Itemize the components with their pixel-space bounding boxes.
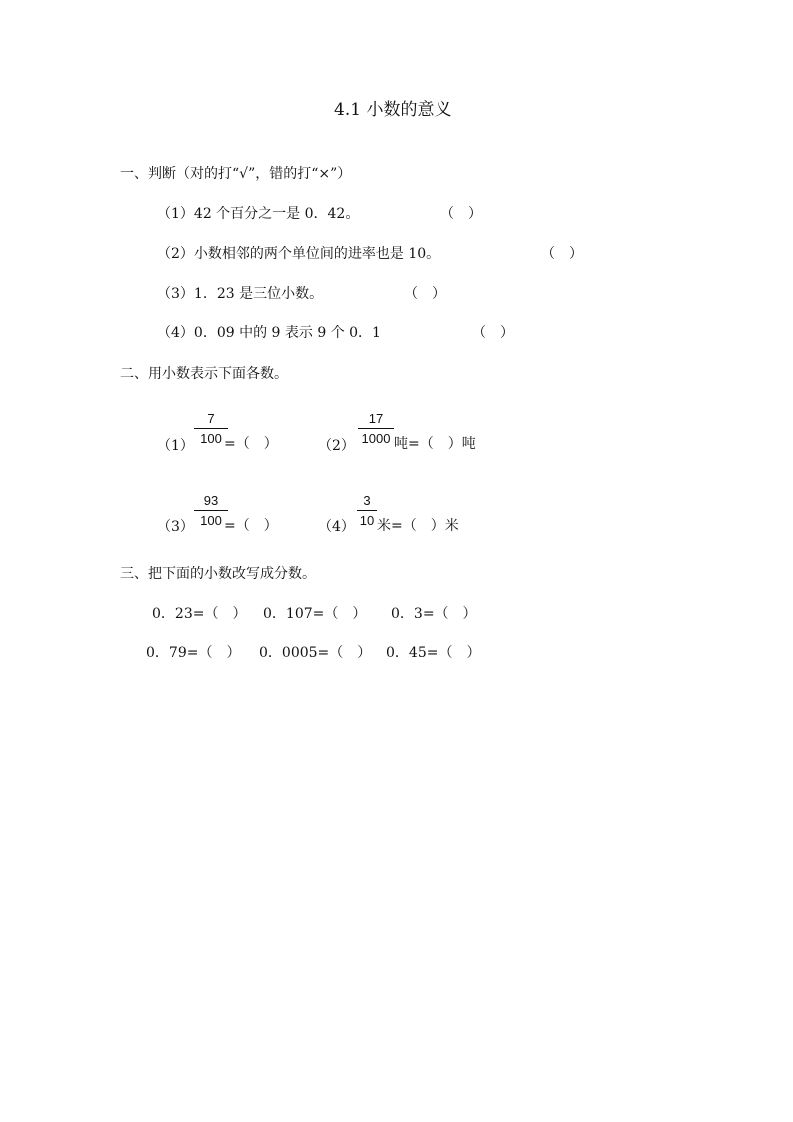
fraction-2-answer[interactable]: 吨=（ ）吨 [394,436,476,452]
fraction-3-denominator: 100 [200,513,222,528]
judgement-item-1: （1）42 个百分之一是 0．42。 [157,206,360,222]
judgement-item-3: （3）1．23 是三位小数。 [157,286,324,302]
fraction-4-numerator: 3 [363,493,371,508]
decimal-to-fraction-5[interactable]: 0．0005=（ ） [259,645,372,661]
fraction-1-denominator: 100 [200,431,222,446]
fraction-item-label-3: （3） [157,519,194,535]
judgement-blank-4[interactable]: （ ） [472,325,514,341]
judgement-blank-2[interactable]: （ ） [541,246,583,262]
fraction-4 [357,492,377,529]
fraction-1-numerator: 7 [207,411,215,426]
fraction-3-answer[interactable]: =（ ） [224,518,278,534]
judgement-item-4: （4）0．09 中的 9 表示 9 个 0．1 [157,325,381,341]
fraction-3-numerator: 93 [203,493,219,508]
fraction-1-answer[interactable]: =（ ） [224,436,278,452]
section2-heading: 二、用小数表示下面各数。 [120,366,288,382]
fraction-2-bar [358,428,394,429]
decimal-to-fraction-1[interactable]: 0．23=（ ） [152,606,247,622]
fraction-3 [194,492,228,529]
decimal-to-fraction-6[interactable]: 0．45=（ ） [386,645,481,661]
fraction-4-answer[interactable]: 米=（ ）米 [377,518,459,534]
decimal-to-fraction-3[interactable]: 0．3=（ ） [391,606,477,622]
fraction-item-label-2: （2） [318,438,355,454]
judgement-blank-3[interactable]: （ ） [404,286,446,302]
page-title: 4.1 小数的意义 [334,100,452,120]
section1-heading: 一、判断（对的打“√”，错的打“×”） [120,166,352,182]
judgement-item-2: （2）小数相邻的两个单位间的进率也是 10。 [157,246,441,262]
fraction-1-bar [194,428,228,429]
fraction-item-label-1: （1） [157,438,194,454]
decimal-to-fraction-2[interactable]: 0．107=（ ） [263,606,367,622]
decimal-to-fraction-4[interactable]: 0．79=（ ） [146,645,241,661]
section3-heading: 三、把下面的小数改写成分数。 [120,566,316,582]
judgement-blank-1[interactable]: （ ） [440,206,482,222]
fraction-2 [358,410,394,447]
fraction-2-denominator: 1000 [361,431,391,446]
fraction-2-numerator: 17 [368,411,384,426]
fraction-4-denominator: 10 [359,513,375,528]
fraction-1 [194,410,228,447]
fraction-4-bar [357,510,377,511]
fraction-item-label-4: （4） [318,519,355,535]
fraction-3-bar [194,510,228,511]
